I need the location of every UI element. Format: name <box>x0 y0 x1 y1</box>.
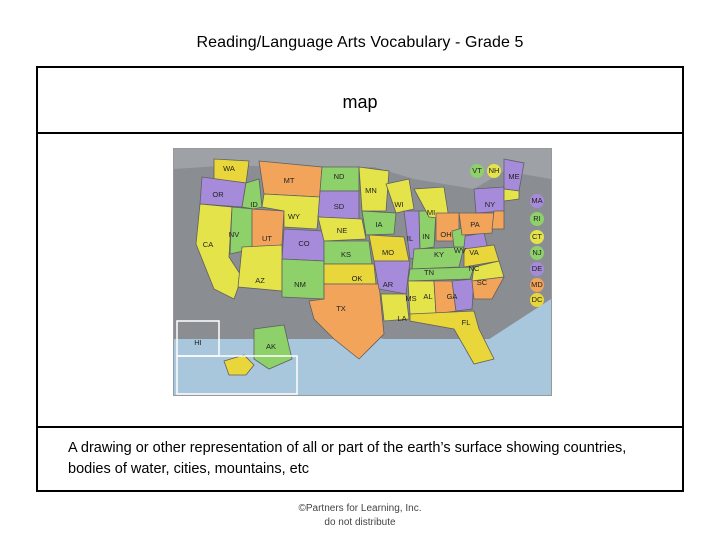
state-label-md: MD <box>531 280 543 289</box>
state-label-la: LA <box>397 314 407 323</box>
state-label-fl: FL <box>461 318 471 327</box>
us-map-graphic <box>174 149 551 395</box>
state-label-ut: UT <box>262 234 272 243</box>
state-label-nc: NC <box>468 264 480 273</box>
state-label-ky: KY <box>433 250 445 259</box>
footer <box>0 502 720 530</box>
term-row <box>38 68 682 134</box>
state-label-wi: WI <box>394 200 404 209</box>
state-label-tn: TN <box>424 268 434 277</box>
state-label-ia: IA <box>375 220 383 229</box>
state-label-nj: NJ <box>532 248 542 257</box>
state-label-dc: DC <box>531 295 543 304</box>
state-label-vt: VT <box>472 166 482 175</box>
state-label-or: OR <box>212 190 224 199</box>
definition-text: A drawing or other representation of all or part of the earth’s surface showing countries, bodies of water, cities, mountains, etc <box>68 440 627 477</box>
state-label-ma: MA <box>531 196 543 205</box>
state-label-ri: RI <box>533 214 541 223</box>
state-label-in: IN <box>422 232 430 241</box>
state-label-mt: MT <box>283 176 295 185</box>
state-label-me: ME <box>508 172 520 181</box>
state-label-wa: WA <box>223 164 235 173</box>
state-label-hi: HI <box>194 338 202 347</box>
state-label-id: ID <box>250 200 258 209</box>
image-row <box>38 134 682 426</box>
state-label-ne: NE <box>336 226 348 235</box>
state-label-ar: AR <box>382 280 394 289</box>
us-map-image <box>173 148 552 396</box>
state-label-oh: OH <box>440 230 452 239</box>
state-label-ks: KS <box>340 250 352 259</box>
state-label-al: AL <box>423 292 433 301</box>
state-label-nd: ND <box>333 172 345 181</box>
definition-row <box>38 426 682 490</box>
state-label-mn: MN <box>365 186 377 195</box>
state-label-ak: AK <box>265 342 277 351</box>
state-label-mi: MI <box>426 208 436 217</box>
state-label-ok: OK <box>351 274 363 283</box>
distribution-note: do not distribute <box>324 517 396 528</box>
state-label-tx: TX <box>336 304 346 313</box>
state-label-ct: CT <box>532 232 542 241</box>
state-label-va: VA <box>469 248 479 257</box>
vocabulary-card <box>36 66 684 492</box>
page-title: Reading/Language Arts Vocabulary - Grade 5 <box>196 34 524 51</box>
copyright-line: ©Partners for Learning, Inc. <box>298 503 422 514</box>
state-label-az: AZ <box>255 276 265 285</box>
state-label-mo: MO <box>381 248 395 257</box>
state-label-nh: NH <box>488 166 500 175</box>
state-label-sd: SD <box>333 202 345 211</box>
state-label-wy: WY <box>287 212 301 221</box>
state-label-il: IL <box>406 234 414 243</box>
state-label-co: CO <box>298 239 310 248</box>
state-label-wv: WV <box>453 246 467 255</box>
vocabulary-term: map <box>342 92 378 112</box>
state-label-ny: NY <box>484 200 496 209</box>
state-label-de: DE <box>531 264 543 273</box>
state-label-nm: NM <box>294 280 306 289</box>
state-label-pa: PA <box>470 220 480 229</box>
state-label-nv: NV <box>228 230 240 239</box>
state-label-ms: MS <box>405 294 417 303</box>
state-label-sc: SC <box>476 278 488 287</box>
state-label-ca: CA <box>202 240 214 249</box>
state-label-ga: GA <box>446 292 458 301</box>
